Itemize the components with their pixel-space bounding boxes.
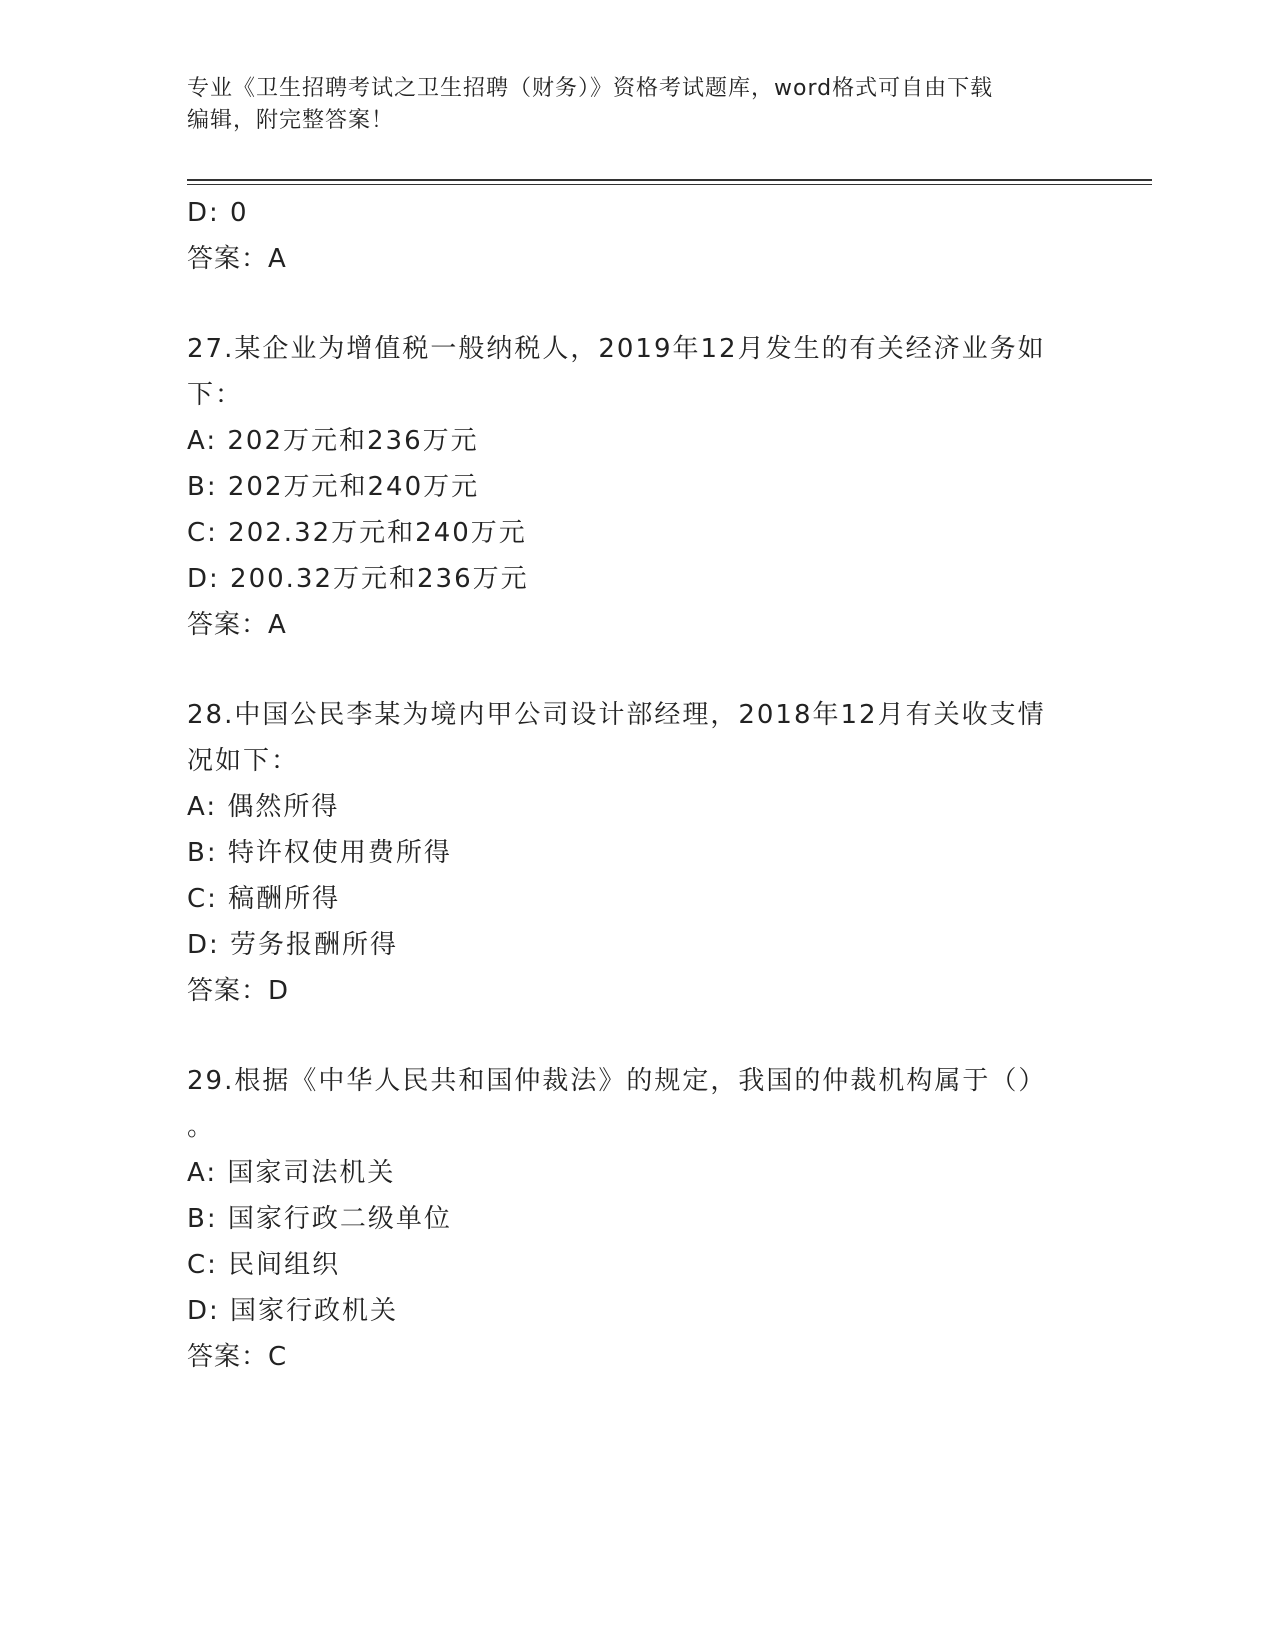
spacer — [187, 282, 1067, 326]
option-a: A: 偶然所得 — [187, 792, 340, 822]
spacer — [187, 648, 1067, 692]
partial-answer: 答案：A — [187, 244, 287, 274]
question-27 — [187, 326, 1067, 648]
option-c: C: 202.32万元和240万元 — [187, 518, 527, 548]
question-text-line-1: 27.某企业为增值税一般纳税人，2019年12月发生的有关经济业务如 — [187, 334, 1046, 364]
header-divider-thin — [187, 184, 1152, 185]
header-divider-thick — [187, 179, 1152, 181]
option-d: D: 劳务报酬所得 — [187, 930, 399, 960]
option-a: A: 202万元和236万元 — [187, 426, 479, 456]
option-b: B: 特许权使用费所得 — [187, 838, 452, 868]
option-d: D: 国家行政机关 — [187, 1296, 399, 1326]
question-list — [187, 190, 1067, 1380]
document-header — [187, 73, 1067, 137]
question-text-line-2: 况如下： — [187, 746, 300, 776]
option-c: C: 民间组织 — [187, 1250, 341, 1280]
option-b: B: 202万元和240万元 — [187, 472, 480, 502]
question-28 — [187, 692, 1067, 1014]
answer: 答案：C — [187, 1342, 288, 1372]
option-a: A: 国家司法机关 — [187, 1158, 396, 1188]
partial-option-d: D: 0 — [187, 198, 249, 228]
question-text-line-2: 。 — [187, 1112, 216, 1142]
header-line-2: 编辑，附完整答案！ — [187, 108, 395, 133]
option-b: B: 国家行政二级单位 — [187, 1204, 452, 1234]
answer: 答案：D — [187, 976, 290, 1006]
header-line-1: 专业《卫生招聘考试之卫生招聘（财务）》资格考试题库，word格式可自由下载 — [187, 76, 994, 101]
question-text-line-2: 下： — [187, 380, 244, 410]
question-text-line-1: 29.根据《中华人民共和国仲裁法》的规定，我国的仲裁机构属于（） — [187, 1066, 1047, 1096]
question-29 — [187, 1058, 1067, 1380]
spacer — [187, 1014, 1067, 1058]
question-text-line-1: 28.中国公民李某为境内甲公司设计部经理，2018年12月有关收支情 — [187, 700, 1046, 730]
option-d: D: 200.32万元和236万元 — [187, 564, 529, 594]
option-c: C: 稿酬所得 — [187, 884, 341, 914]
answer: 答案：A — [187, 610, 287, 640]
